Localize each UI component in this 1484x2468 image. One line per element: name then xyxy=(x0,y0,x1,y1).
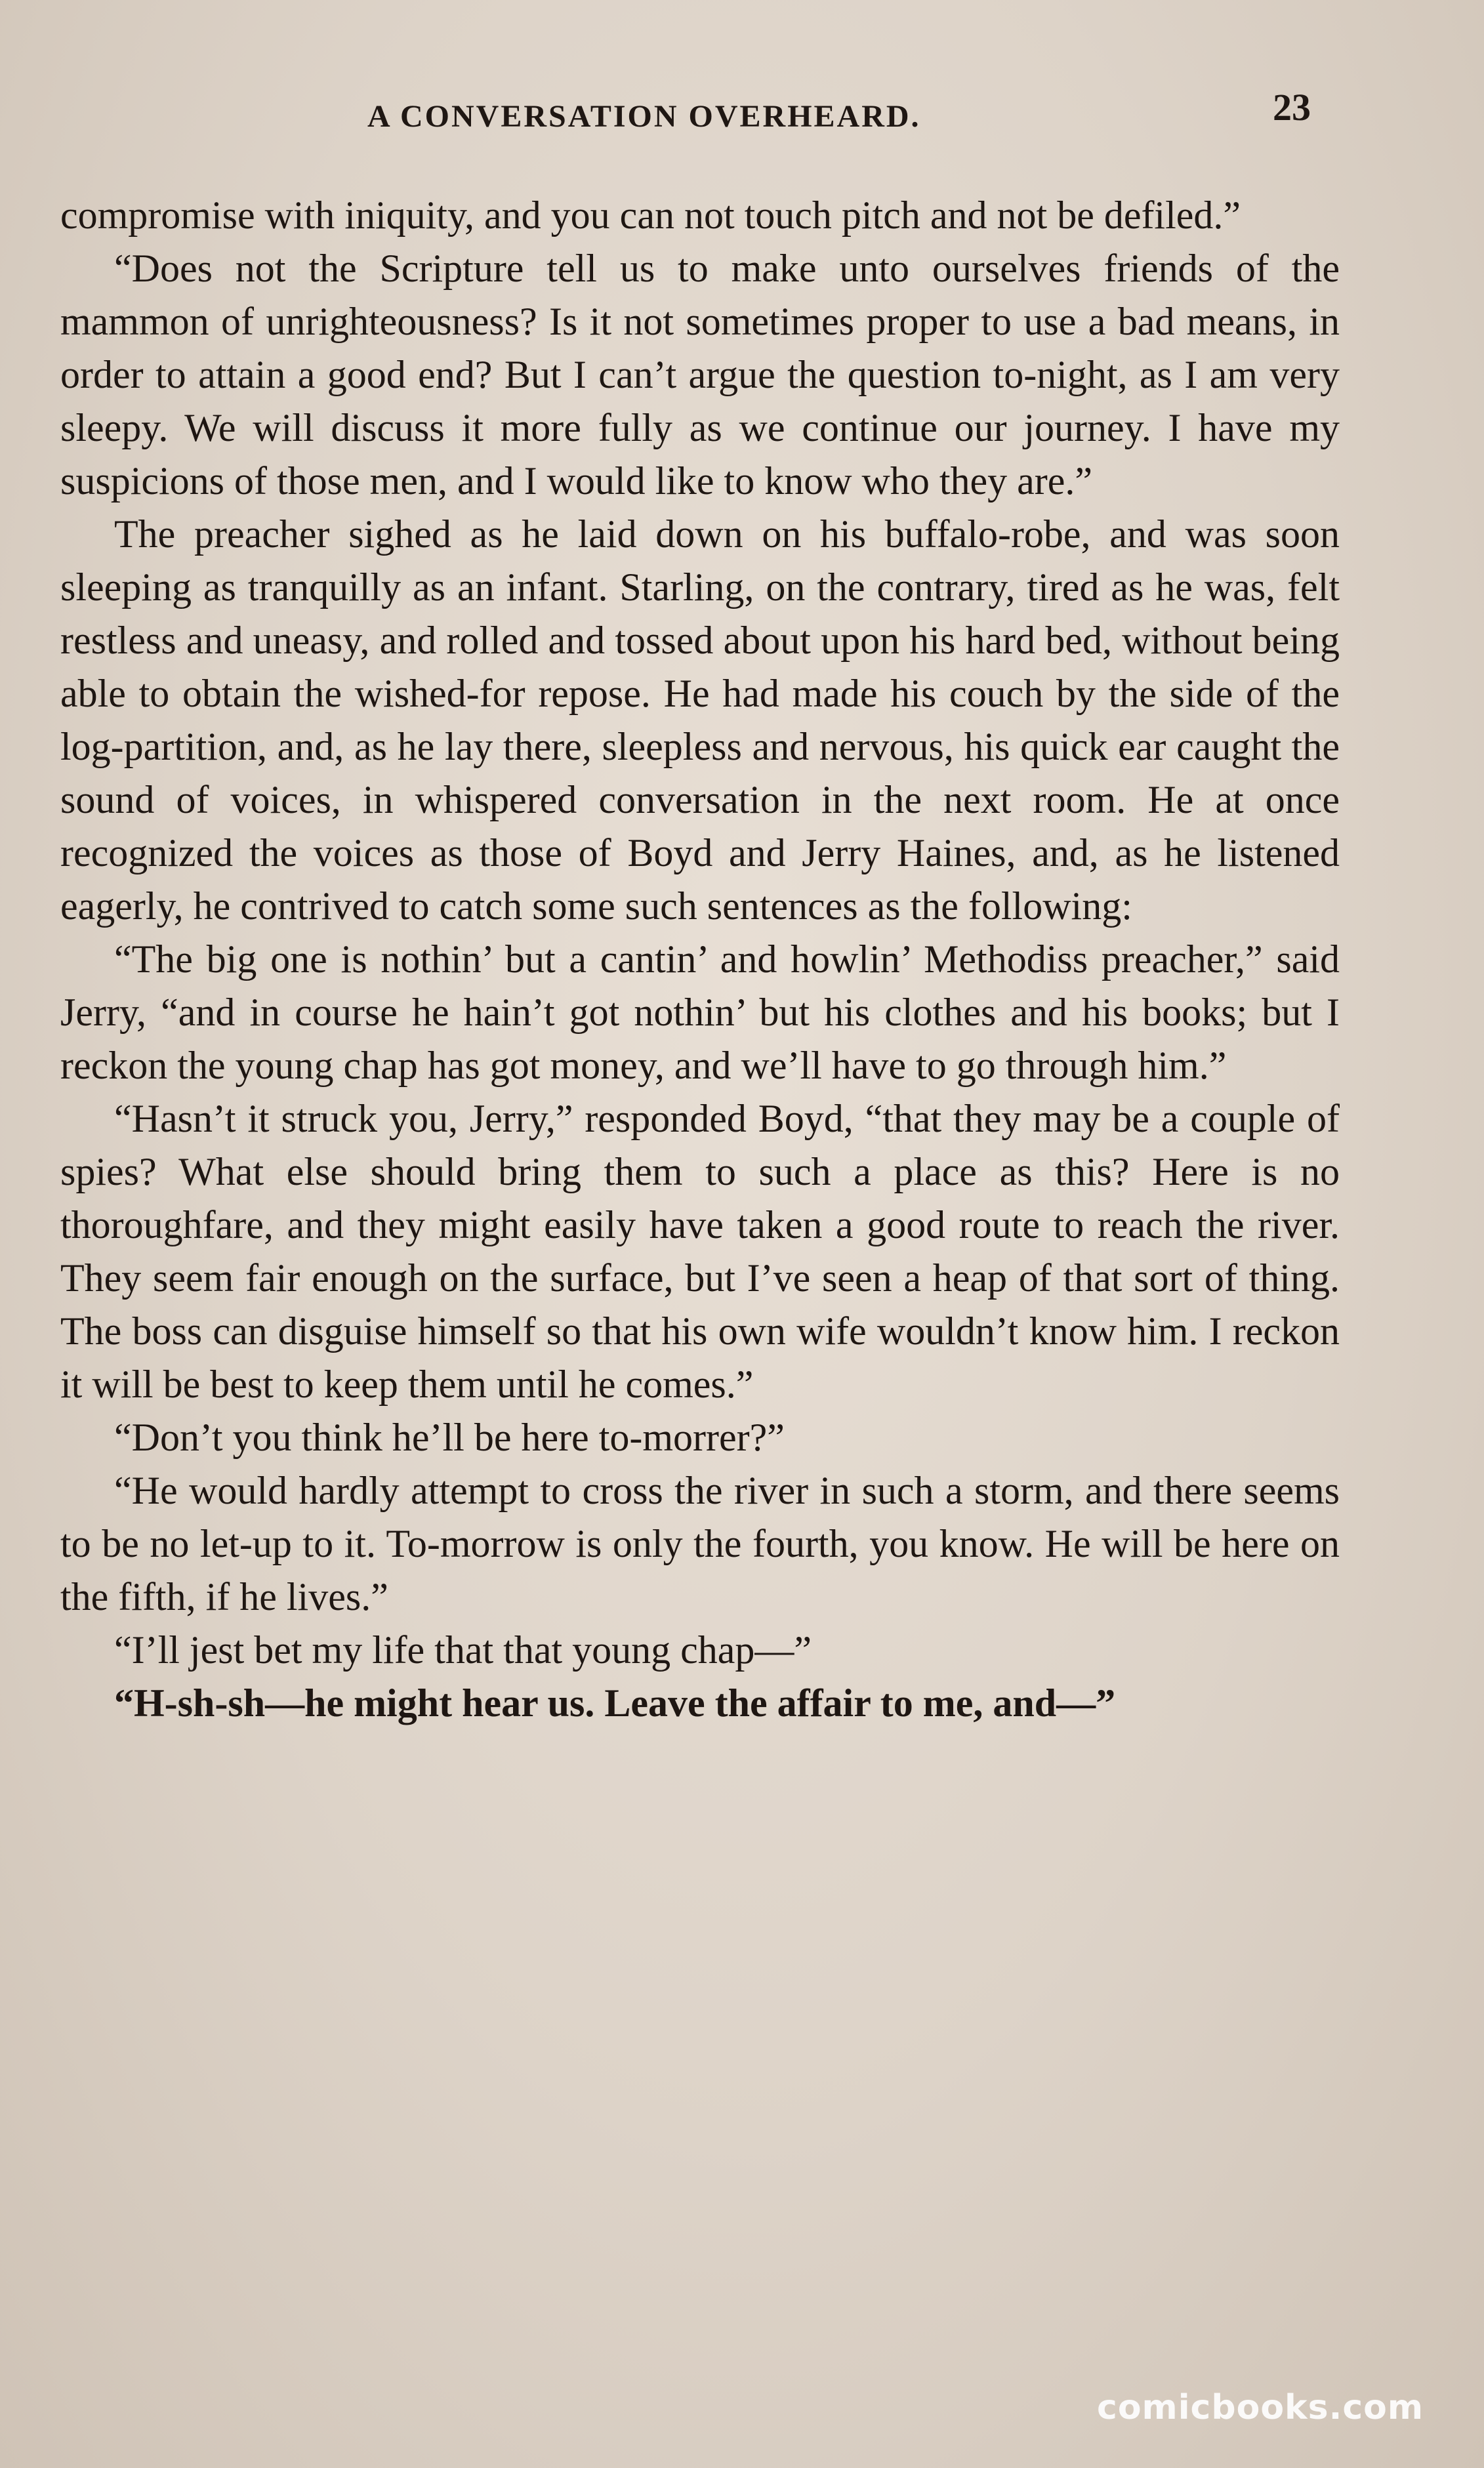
paragraph-hush: “H-sh-sh—he might hear us. Leave the affair to me, and—” xyxy=(114,1681,1116,1725)
paragraph-jerry-question: “Don’t you think he’ll be here to-morrer?” xyxy=(114,1416,785,1459)
body-text xyxy=(60,189,1340,1730)
paragraph-preacher-sleeps: The preacher sighed as he laid down on his buffalo-robe, and was soon sleeping as tranquilly as an infant. Starling, on the contrary, tired as he was, felt restless and uneasy, and rolled and tossed about upon his hard bed, without being able to obtain the wished-for repose. He had made his couch by the side of the log-partition, and, as he lay there, sleepless and nervous, his quick ear caught the sound of voices, in whispered conversation in the next room. He at once recognized the voices as those of Boyd and Jerry Haines, and, as he listened eagerly, he contrived to catch some such sentences as the following: xyxy=(60,512,1340,928)
page-number: 23 xyxy=(1273,86,1311,129)
paragraph-continuation: compromise with iniquity, and you can not touch pitch and not be defiled.” xyxy=(60,194,1241,237)
running-title: A CONVERSATION OVERHEARD. xyxy=(367,99,921,134)
paragraph-jerry-speech: “The big one is nothin’ but a cantin’ and howlin’ Methodiss preacher,” said Jerry, “and in course he hain’t got nothin’ but his clothes and his books; but I reckon the young chap has got money, and we’ll have to go through him.” xyxy=(60,937,1340,1087)
paragraph-jerry-bet: “I’ll jest bet my life that that young chap—” xyxy=(114,1628,812,1672)
paragraph-boyd-speech: “Hasn’t it struck you, Jerry,” responded Boyd, “that they may be a couple of spies? What else should bring them to such a place as this? Here is no thoroughfare, and they might easily have taken a good route to reach the river. They seem fair enough on the surface, but I’ve seen a heap of that sort of thing. The boss can disguise himself so that his own wife wouldn’t know him. I reckon it will be best to keep them until he comes.” xyxy=(60,1097,1340,1406)
watermark-logo: comicbooks.com xyxy=(1097,2388,1424,2427)
paragraph-boyd-reply: “He would hardly attempt to cross the river in such a storm, and there seems to be no let-up to it. To-morrow is only the fourth, you know. He will be here on the fifth, if he lives.” xyxy=(60,1469,1340,1618)
paragraph-scripture-question: “Does not the Scripture tell us to make unto ourselves friends of the mammon of unrighteousness? Is it not sometimes proper to use a bad means, in order to attain a good end? But I can’t argue the question to-night, as I am very sleepy. We will discuss it more fully as we continue our journey. I have my suspicions of those men, and I would like to know who they are.” xyxy=(60,247,1340,503)
